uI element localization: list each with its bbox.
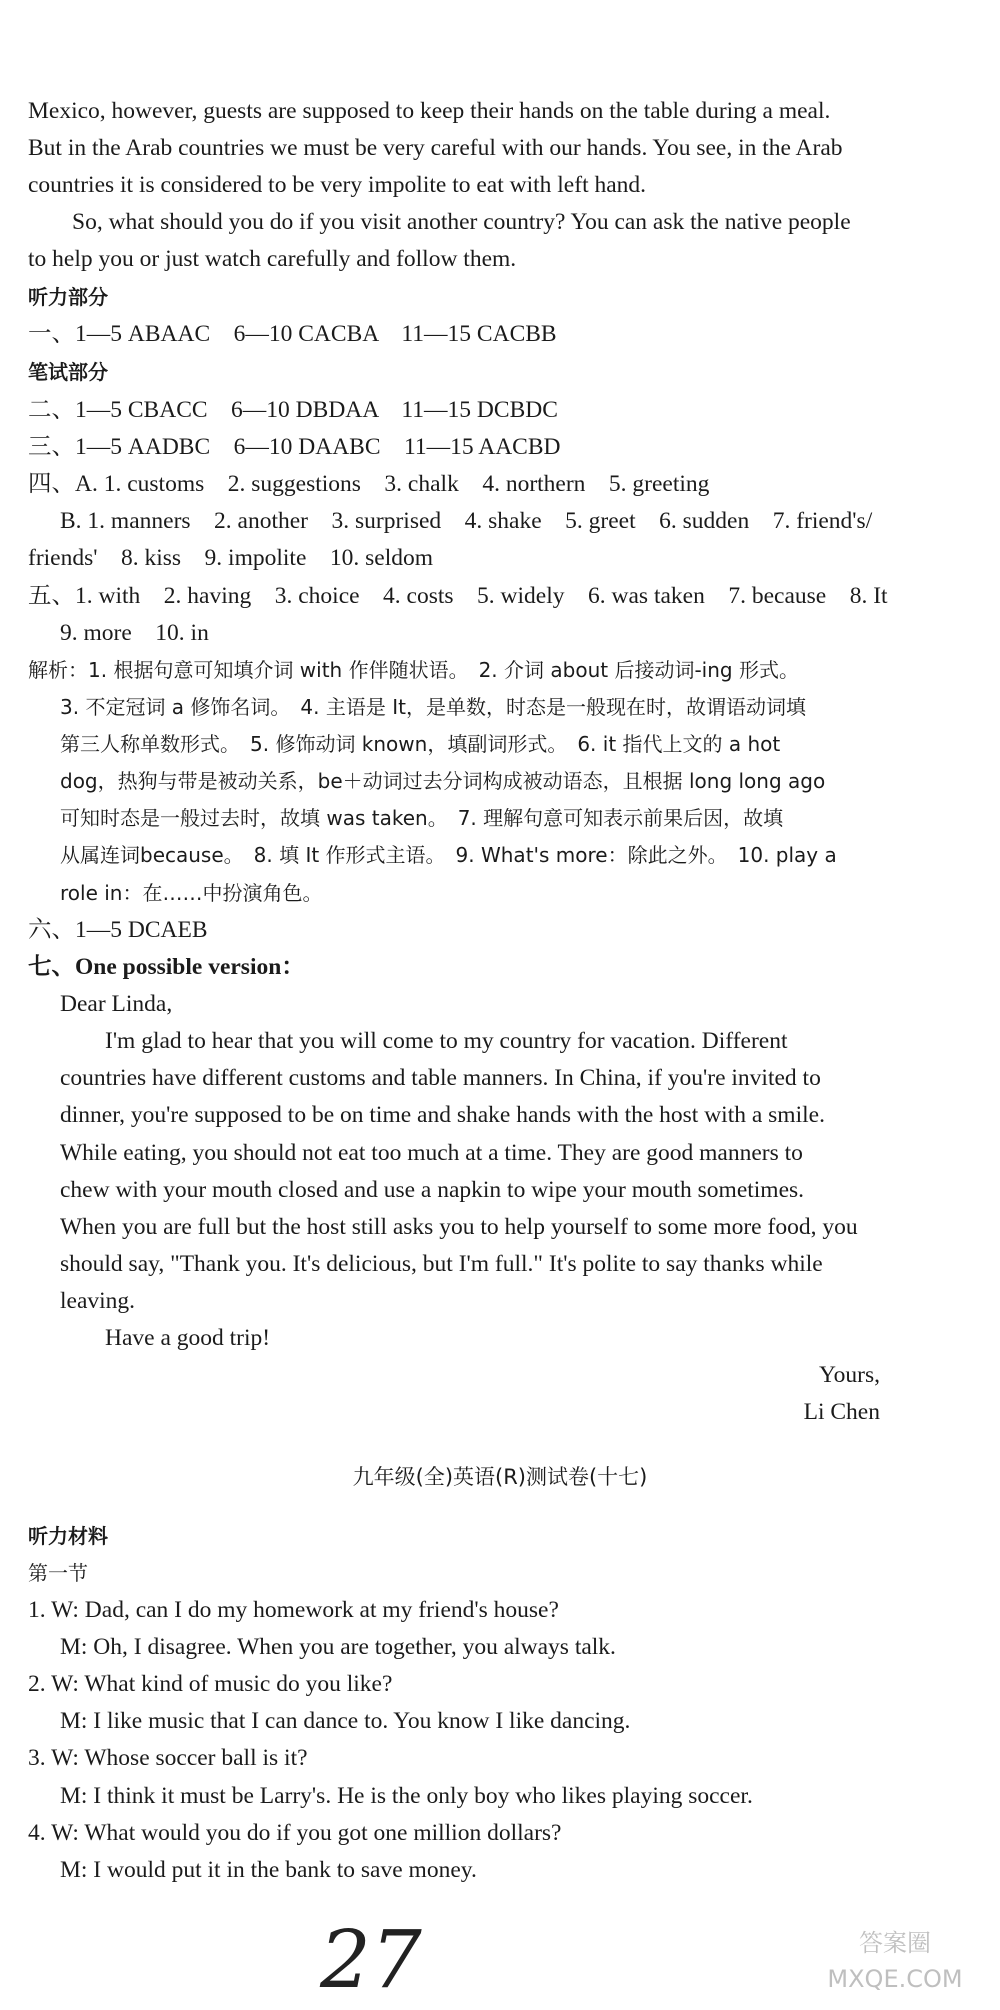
text-line: countries have different customs and table manners. In China, if you're invited to [60, 1065, 821, 1091]
watermark-line-1: 答案圈 [859, 1929, 931, 1957]
text-line: 3. W: Whose soccer ball is it? [28, 1745, 308, 1771]
text-line: 解析：1. 根据句意可知填介词 with 作伴随状语。 2. 介词 about 后接动词-ing 形式。 [28, 658, 799, 682]
text-line: 一、1—5 ABAAC 6—10 CACBA 11—15 CACBB [28, 321, 557, 347]
text-line: chew with your mouth closed and use a napkin to wipe your mouth sometimes. [60, 1177, 805, 1203]
watermark [795, 1925, 995, 2005]
text-line: 三、1—5 AADBC 6—10 DAABC 11—15 AACBD [28, 434, 561, 460]
text-line: Have a good trip! [105, 1325, 271, 1351]
text-line: Li Chen [803, 1399, 880, 1425]
text-line: dog，热狗与带是被动关系，be＋动词过去分词构成被动语态，且根据 long long ago [60, 769, 826, 793]
text-line: leaving. [60, 1288, 136, 1314]
text-line: 七、One possible version： [28, 954, 305, 980]
text-line: 可知时态是一般过去时，故填 was taken。 7. 理解句意可知表示前果后因，故填 [60, 806, 784, 830]
text-line: 第三人称单数形式。 5. 修饰动词 known，填副词形式。 6. it 指代上文的 a hot [60, 732, 781, 756]
text-line: 4. W: What would you do if you got one million dollars? [28, 1820, 562, 1846]
text-line: Yours, [819, 1362, 880, 1388]
text-line: to help you or just watch carefully and follow them. [28, 246, 517, 272]
text-line: When you are full but the host still asks you to help yourself to some more food, you [60, 1214, 858, 1240]
text-line: 四、A. 1. customs 2. suggestions 3. chalk 4. northern 5. greeting [28, 471, 710, 497]
text-line: 九年级(全)英语(R)测试卷(十七) [352, 1465, 648, 1489]
text-line: 二、1—5 CBACC 6—10 DBDAA 11—15 DCBDC [28, 397, 558, 423]
text-line: But in the Arab countries we must be very careful with our hands. You see, in the Arab [28, 135, 843, 161]
text-line: So, what should you do if you visit another country? You can ask the native people [72, 209, 851, 235]
text-line: Mexico, however, guests are supposed to keep their hands on the table during a meal. [28, 98, 831, 124]
text-line: 第一节 [28, 1561, 88, 1585]
text-line: 2. W: What kind of music do you like? [28, 1671, 393, 1697]
text-line: Dear Linda, [60, 991, 173, 1017]
text-line: B. 1. manners 2. another 3. surprised 4. shake 5. greet 6. sudden 7. friend's/ [60, 508, 873, 534]
text-line: dinner, you're supposed to be on time and shake hands with the host with a smile. [60, 1102, 825, 1128]
text-line: 笔试部分 [28, 360, 108, 384]
text-line: 五、1. with 2. having 3. choice 4. costs 5. widely 6. was taken 7. because 8. It [28, 583, 888, 609]
text-line: friends' 8. kiss 9. impolite 10. seldom [28, 545, 434, 571]
watermark-line-2: MXQE.COM [827, 1965, 963, 1993]
text-line: M: I think it must be Larry's. He is the only boy who likes playing soccer. [60, 1783, 753, 1809]
text-line: 六、1—5 DCAEB [28, 917, 208, 943]
text-line: should say, "Thank you. It's delicious, but I'm full." It's polite to say thanks while [60, 1251, 823, 1277]
text-line: 从属连词because。 8. 填 It 作形式主语。 9. What's more：除此之外。 10. play a [60, 843, 837, 867]
text-line: 听力部分 [28, 285, 108, 309]
text-line: countries it is considered to be very impolite to eat with left hand. [28, 172, 647, 198]
page-number: 27 [320, 1913, 422, 2006]
text-line: M: Oh, I disagree. When you are together, you always talk. [60, 1634, 616, 1660]
text-line: 9. more 10. in [60, 620, 209, 646]
text-line: 3. 不定冠词 a 修饰名词。 4. 主语是 It，是单数，时态是一般现在时，故谓语动词填 [60, 695, 806, 719]
text-line: 听力材料 [28, 1524, 108, 1548]
text-line: M: I would put it in the bank to save money. [60, 1857, 477, 1883]
text-line: While eating, you should not eat too much at a time. They are good manners to [60, 1140, 803, 1166]
text-line: M: I like music that I can dance to. You know I like dancing. [60, 1708, 631, 1734]
text-line: role in：在……中扮演角色。 [60, 881, 323, 905]
text-line: I'm glad to hear that you will come to my country for vacation. Different [105, 1028, 788, 1054]
text-line: 1. W: Dad, can I do my homework at my friend's house? [28, 1597, 559, 1623]
